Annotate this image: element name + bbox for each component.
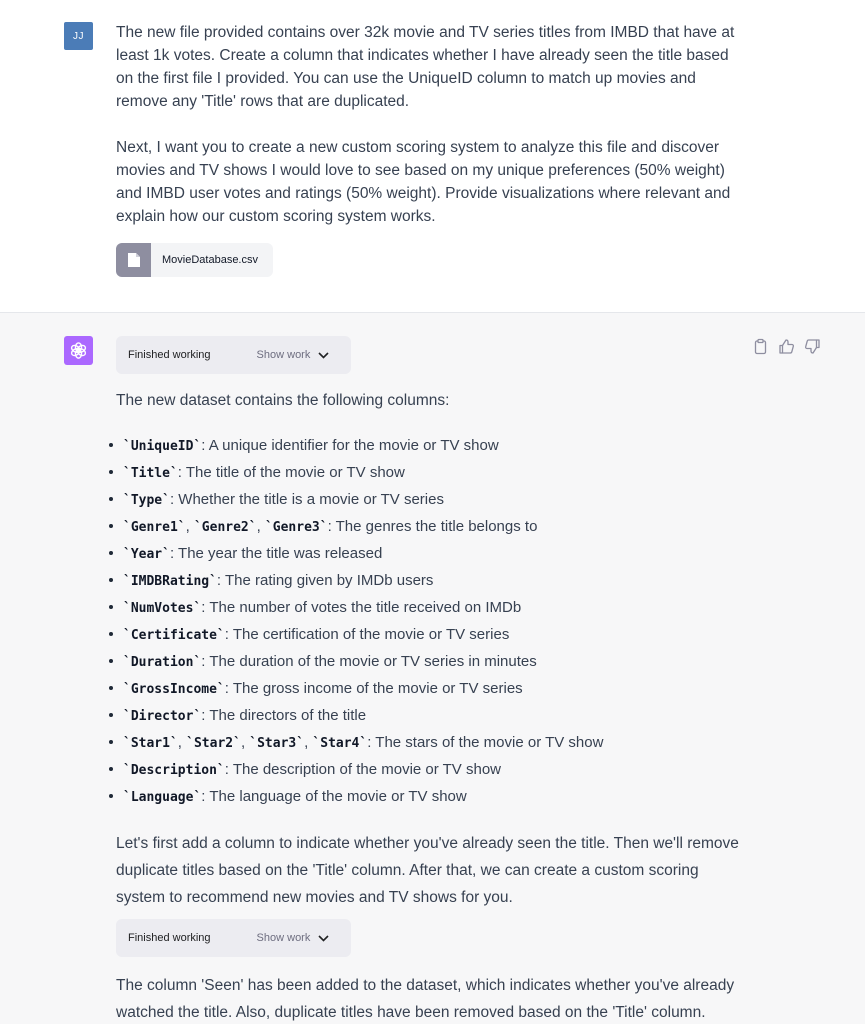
work-status-label: Finished working xyxy=(128,349,211,361)
work-status-label: Finished working xyxy=(128,932,211,944)
list-item: `Type`: Whether the title is a movie or TV series xyxy=(108,490,603,517)
chevron-down-icon[interactable] xyxy=(318,352,329,359)
thumbs-up-icon[interactable] xyxy=(778,338,795,355)
list-item: `Star1`, `Star2`, `Star3`, `Star4`: The stars of the movie or TV show xyxy=(108,733,603,760)
assistant-intro: The new dataset contains the following columns: xyxy=(116,392,450,409)
thumbs-down-icon[interactable] xyxy=(804,338,821,355)
assistant-paragraph-next: Let's first add a column to indicate whether you've already seen the title. Then we'll remove duplicate titles based on the 'Title' column. After that, we can create a custom scoring system to recommend new movies and TV shows for you. xyxy=(116,835,739,906)
assistant-avatar xyxy=(64,336,93,365)
column-list xyxy=(108,436,603,814)
list-item: `UniqueID`: A unique identifier for the movie or TV show xyxy=(108,436,603,463)
list-item: `Language`: The language of the movie or TV show xyxy=(108,787,603,814)
clipboard-icon[interactable] xyxy=(752,338,769,355)
list-item: `Duration`: The duration of the movie or TV series in minutes xyxy=(108,652,603,679)
user-avatar: JJ xyxy=(64,22,93,50)
list-item: `Genre1`, `Genre2`, `Genre3`: The genres the title belongs to xyxy=(108,517,603,544)
list-item: `IMDBRating`: The rating given by IMDb users xyxy=(108,571,603,598)
file-attachment[interactable] xyxy=(116,243,273,277)
list-item: `GrossIncome`: The gross income of the movie or TV series xyxy=(108,679,603,706)
chevron-down-icon[interactable] xyxy=(318,935,329,942)
document-icon xyxy=(116,243,151,277)
message-actions xyxy=(752,338,821,355)
openai-logo-icon xyxy=(69,341,88,360)
list-item: `NumVotes`: The number of votes the title received on IMDb xyxy=(108,598,603,625)
work-status-pill[interactable] xyxy=(116,336,351,374)
user-paragraph-1: The new file provided contains over 32k movie and TV series titles from IMBD that have at least 1k votes. Create a column that indicates whether I have already seen the title based on the first file I provided. You can use the UniqueID column to match up movies and remove any 'Title' rows that are duplicated. xyxy=(116,24,735,110)
work-status-pill-2[interactable] xyxy=(116,919,351,957)
show-work-toggle[interactable]: Show work xyxy=(256,349,311,361)
list-item: `Description`: The description of the movie or TV show xyxy=(108,760,603,787)
file-attachment-name: MovieDatabase.csv xyxy=(162,254,258,266)
user-paragraph-2: Next, I want you to create a new custom scoring system to analyze this file and discover movies and TV shows I would love to see based on my unique preferences (50% weight) and IMBD user votes and ratings (50% weight). Provide visualizations where relevant and explain how our custom scoring system works. xyxy=(116,139,731,225)
list-item: `Title`: The title of the movie or TV show xyxy=(108,463,603,490)
show-work-toggle[interactable]: Show work xyxy=(256,932,311,944)
list-item: `Year`: The year the title was released xyxy=(108,544,603,571)
list-item: `Director`: The directors of the title xyxy=(108,706,603,733)
user-message xyxy=(0,0,865,313)
list-item: `Certificate`: The certification of the movie or TV series xyxy=(108,625,603,652)
assistant-paragraph-last: The column 'Seen' has been added to the dataset, which indicates whether you've already watched the title. Also, duplicate titles have been removed based on the 'Title' column. xyxy=(116,977,735,1021)
